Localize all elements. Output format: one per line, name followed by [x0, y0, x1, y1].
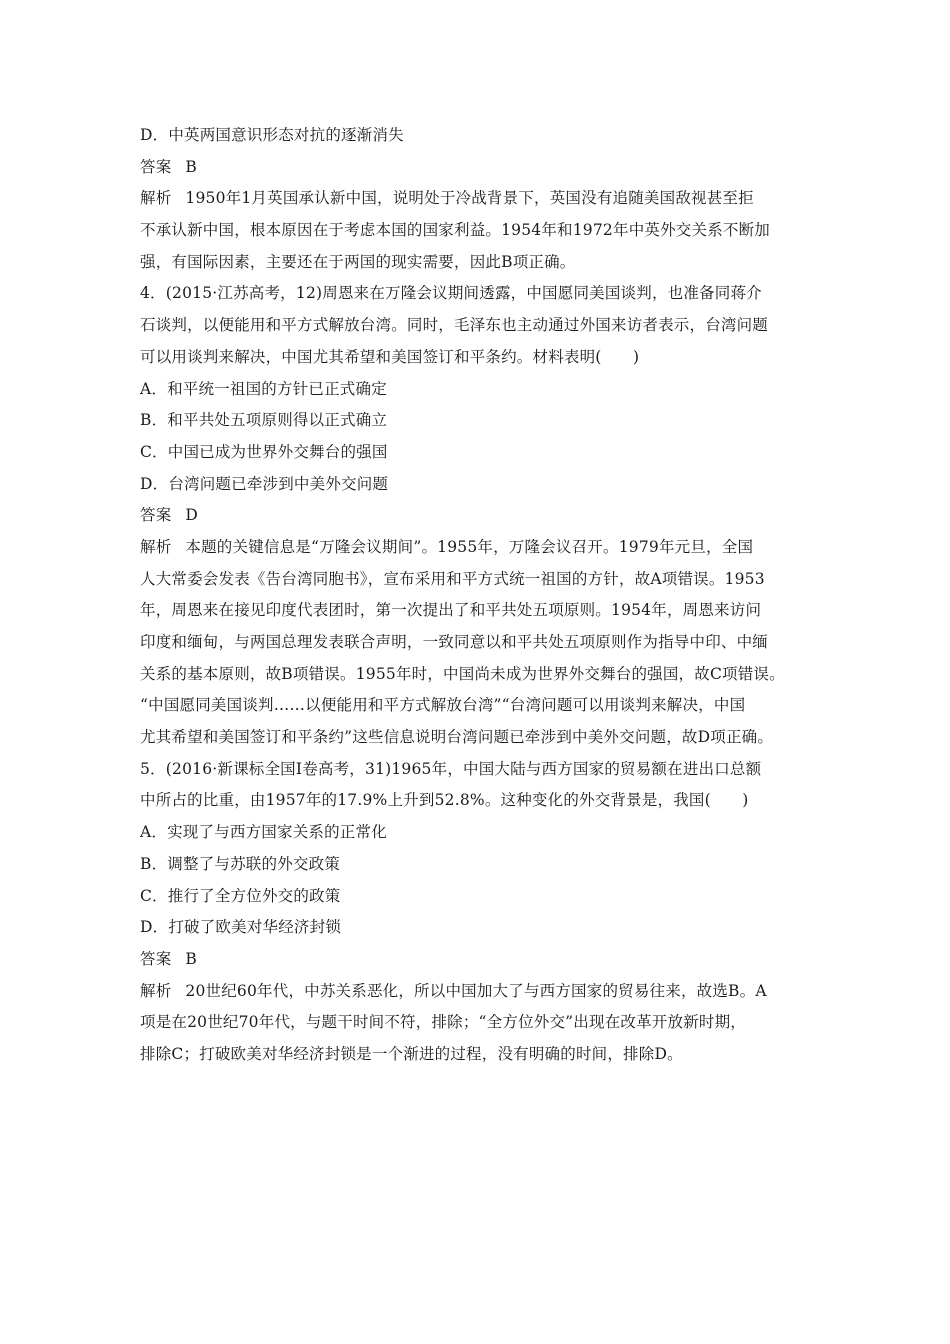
line-text: 强，有国际因素，主要还在于两国的现实需要，因此B项正确。	[140, 252, 576, 271]
text-line	[140, 690, 820, 722]
line-text: 中所占的比重，由1957年的17.9%上升到52.8%。这种变化的外交背景是，我国( )	[140, 791, 749, 810]
text-line	[140, 627, 820, 659]
line-text: 项是在20世纪70年代，与题干时间不符，排除；“全方位外交”出现在改革开放新时期，	[140, 1013, 746, 1032]
option-line	[140, 469, 820, 501]
analysis-label: 解析	[140, 981, 172, 1000]
text-line	[140, 722, 820, 754]
line-text: B．和平共处五项原则得以正式确立	[140, 411, 388, 430]
line-text: 年，周恩来在接见印度代表团时，第一次提出了和平共处五项原则。1954年，周恩来访问	[140, 601, 762, 620]
option-line	[140, 912, 820, 944]
line-text: 5．(2016·新课标全国Ⅰ卷高考，31)1965年，中国大陆与西方国家的贸易额在进出口总额	[140, 759, 762, 778]
text-line	[140, 120, 820, 152]
line-text: C．中国已成为世界外交舞台的强国	[140, 442, 388, 461]
line-text: 本题的关键信息是“万隆会议期间”。1955年，万隆会议召开。1979年元旦，全国	[185, 537, 754, 556]
option-line	[140, 817, 820, 849]
line-text: D．台湾问题已牵涉到中美外交问题	[140, 474, 389, 493]
line-text: 1950年1月英国承认新中国，说明处于冷战背景下，英国没有追随美国敌视甚至拒	[185, 189, 754, 208]
analysis-label: 解析	[140, 189, 172, 208]
line-text: 4．(2015·江苏高考，12)周恩来在万隆会议期间透露，中国愿同美国谈判，也准备同蒋介	[140, 284, 762, 303]
line-text: 人大常委会发表《告台湾同胞书》，宣布采用和平方式统一祖国的方针，故A项错误。1953	[140, 569, 765, 588]
text-line	[140, 1007, 820, 1039]
analysis-label: 解析	[140, 537, 172, 556]
text-line	[140, 564, 820, 596]
question-line	[140, 278, 820, 310]
option-line	[140, 374, 820, 406]
option-line	[140, 849, 820, 881]
option-line	[140, 405, 820, 437]
answer-line	[140, 500, 820, 532]
analysis-line	[140, 532, 820, 564]
text-line	[140, 310, 820, 342]
answer-line	[140, 944, 820, 976]
line-text: 印度和缅甸，与两国总理发表联合声明，一致同意以和平共处五项原则作为指导中印、中缅	[140, 633, 769, 651]
line-text: A．实现了与西方国家关系的正常化	[140, 823, 387, 842]
text-line	[140, 595, 820, 627]
answer-label: 答案	[140, 506, 172, 525]
document-page	[140, 120, 820, 1071]
text-line	[140, 247, 820, 279]
answer-label: 答案	[140, 949, 172, 968]
line-text: “中国愿同美国谈判……以便能用和平方式解放台湾”“台湾问题可以用谈判来解决，中国	[140, 696, 746, 715]
text-line	[140, 785, 820, 817]
answer-line	[140, 152, 820, 184]
line-text: 石谈判，以便能用和平方式解放台湾。同时，毛泽东也主动通过外国来访者表示，台湾问题	[140, 316, 769, 335]
option-line	[140, 881, 820, 913]
line-text: A．和平统一祖国的方针已正式确定	[140, 379, 387, 398]
line-text: 20世纪60年代，中苏关系恶化，所以中国加大了与西方国家的贸易往来，故选B。A	[185, 981, 767, 1000]
answer-value: B	[185, 949, 197, 968]
answer-label: 答案	[140, 157, 172, 176]
line-text: 不承认新中国，根本原因在于考虑本国的国家利益。1954年和1972年中英外交关系不断加	[140, 221, 770, 240]
answer-value: D	[185, 506, 199, 525]
text-line	[140, 215, 820, 247]
question-line	[140, 754, 820, 786]
option-line	[140, 437, 820, 469]
line-text: 排除C；打破欧美对华经济封锁是一个渐进的过程，没有明确的时间，排除D。	[140, 1044, 683, 1063]
text-line	[140, 1039, 820, 1071]
text-line	[140, 659, 820, 691]
line-text: 可以用谈判来解决，中国尤其希望和美国签订和平条约。材料表明( )	[140, 347, 640, 366]
line-text: B．调整了与苏联的外交政策	[140, 854, 340, 873]
text-line	[140, 342, 820, 374]
answer-value: B	[185, 157, 197, 176]
analysis-line	[140, 976, 820, 1008]
line-text: D．中英两国意识形态对抗的逐渐消失	[140, 126, 404, 144]
line-text: 关系的基本原则，故B项错误。1955年时，中国尚未成为世界外交舞台的强国，故C项错误。	[140, 664, 785, 683]
analysis-line	[140, 183, 820, 215]
line-text: 尤其希望和美国签订和平条约”这些信息说明台湾问题已牵涉到中美外交问题，故D项正确。	[140, 728, 774, 747]
line-text: C．推行了全方位外交的政策	[140, 886, 341, 905]
line-text: D．打破了欧美对华经济封锁	[140, 918, 342, 937]
